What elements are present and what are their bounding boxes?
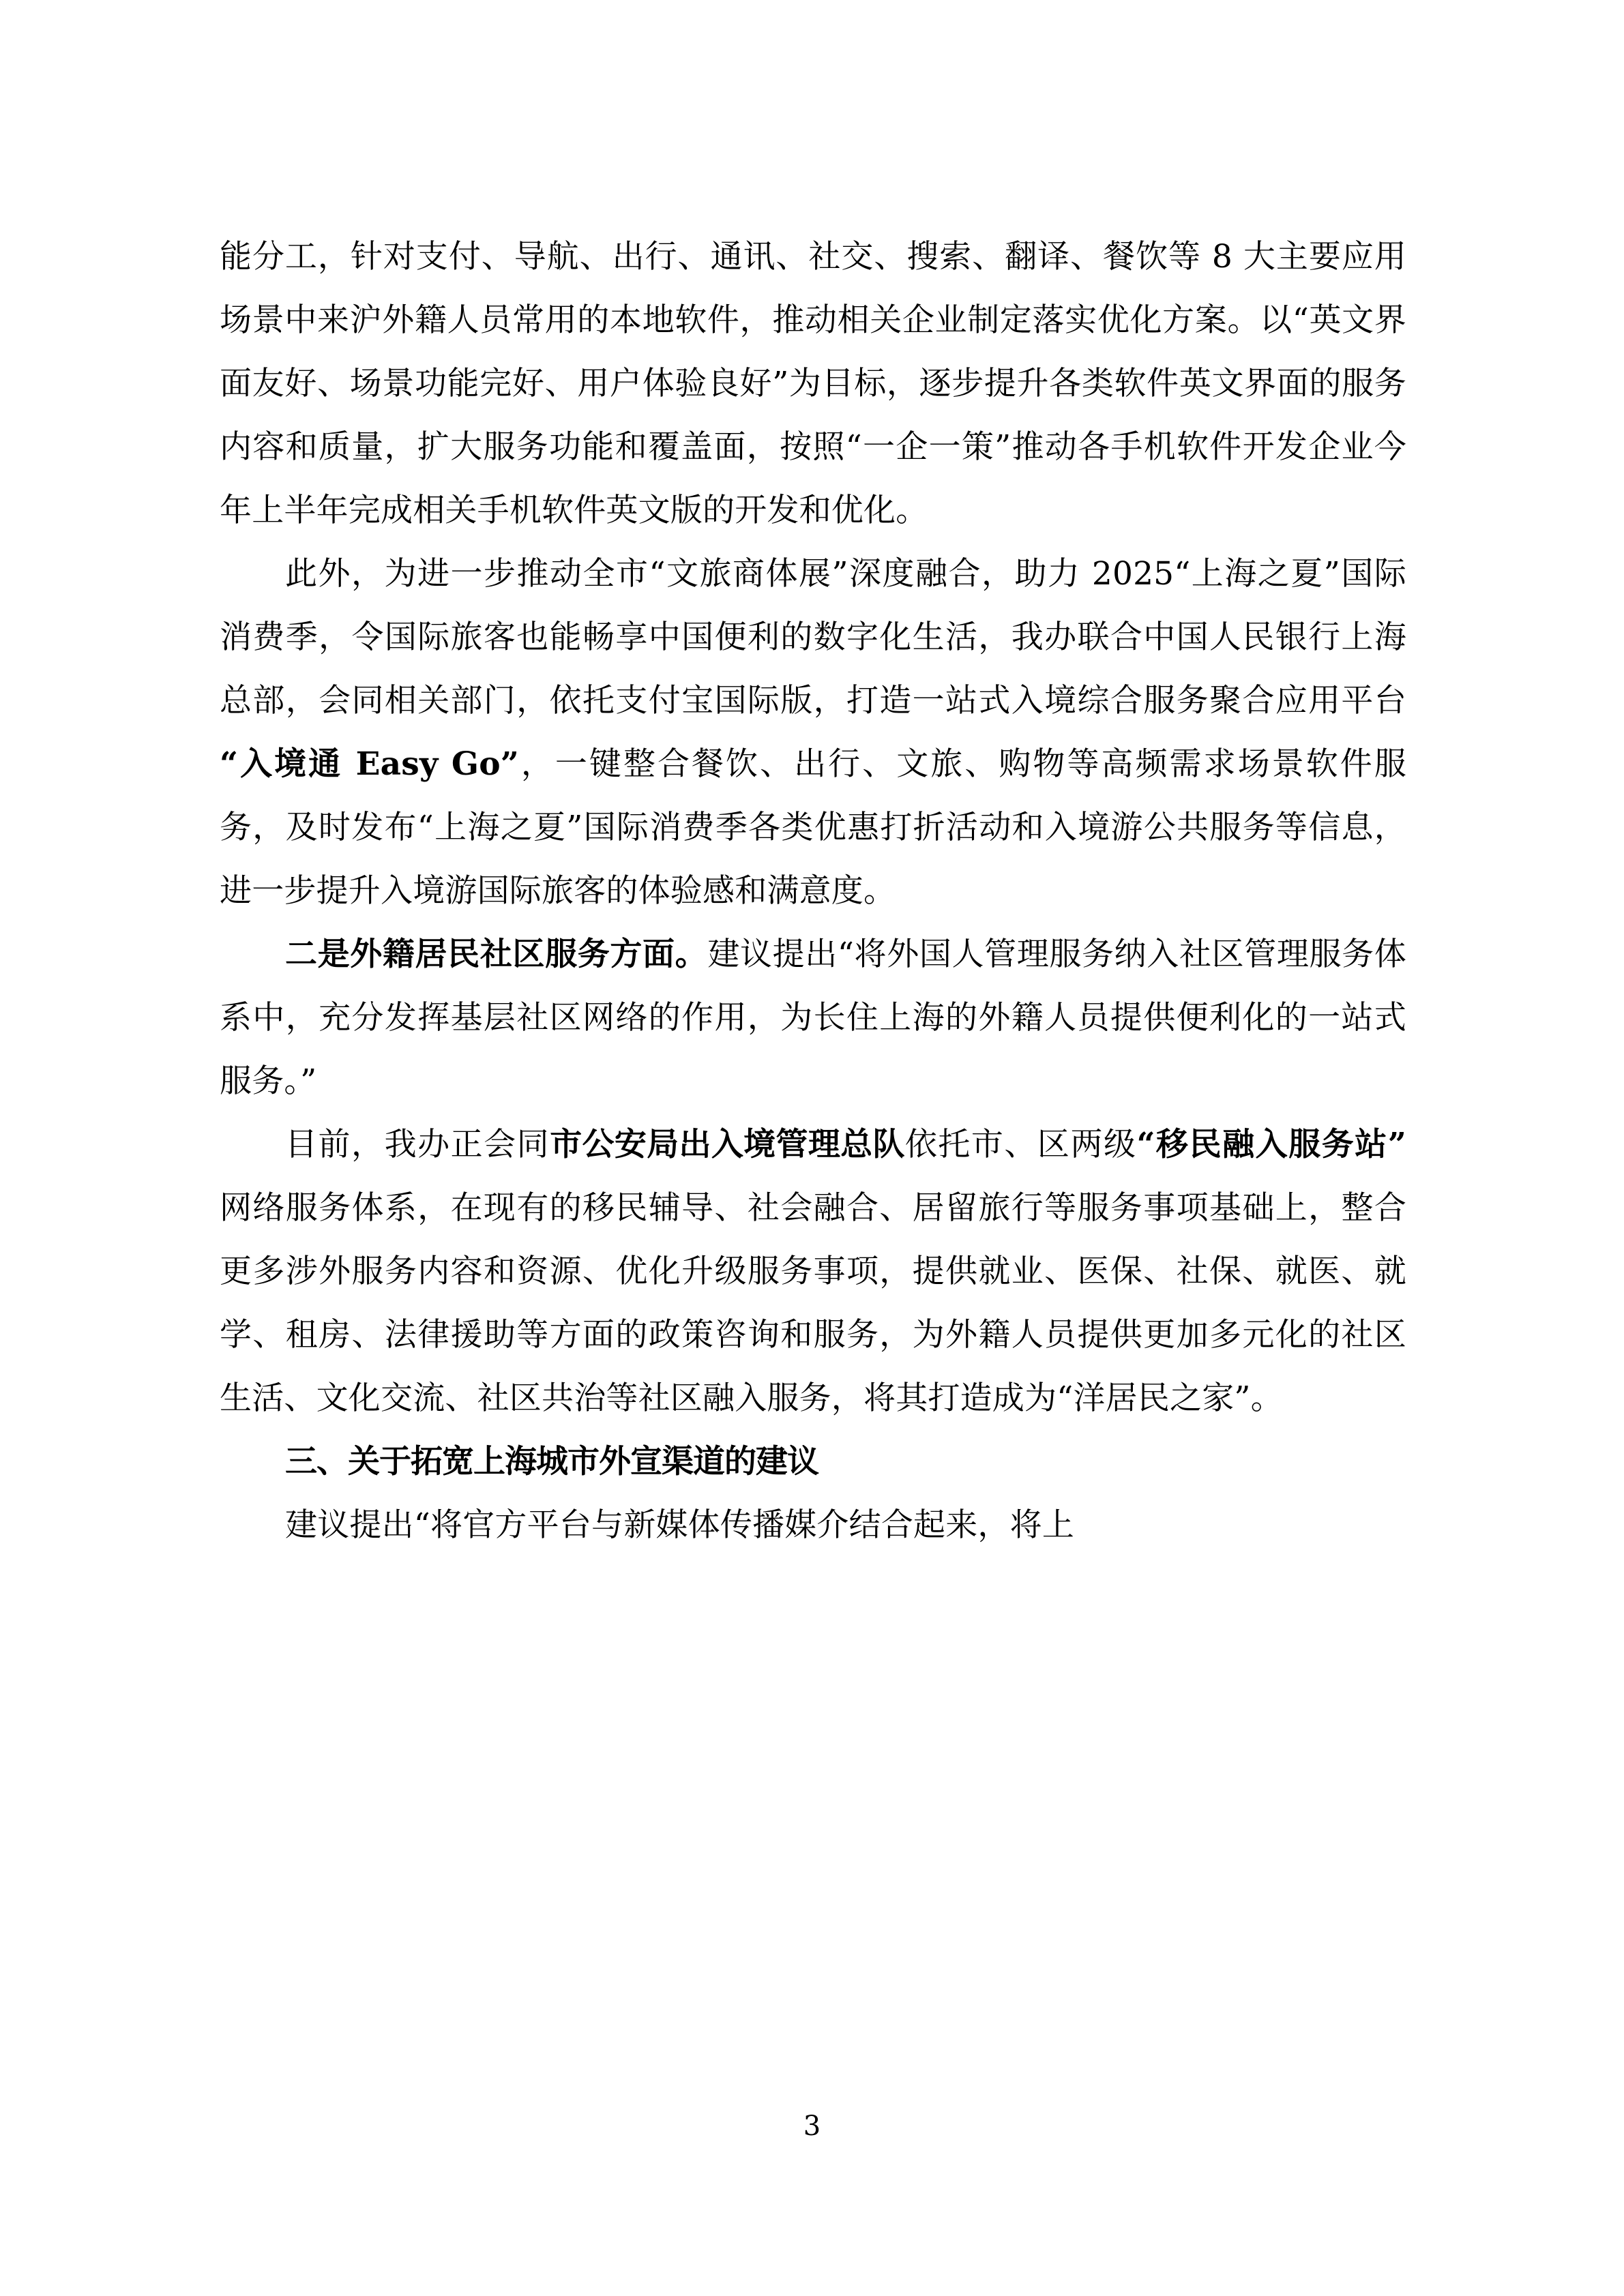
section-heading-three bbox=[220, 1430, 1406, 1493]
paragraph-current-progress bbox=[220, 1113, 1406, 1430]
text-run: 网络服务体系，在现有的移民辅导、社会融合、居留旅行等服务事项基础上，整合更多涉外服务内容和资源、优化升级服务事项，提供就业、医保、社保、就医、就学、租房、法律援助等方面的政策咨询和服务，为外籍人员提供更加多元化的社区生活、文化交流、社区共治等社区融入服务，将其打造成为“洋居民之家”。 bbox=[220, 1189, 1406, 1417]
text-run-bold-platform-name-cn: “入境通 bbox=[220, 745, 343, 783]
text-run-bold-platform-name-en: Easy Go” bbox=[342, 745, 519, 783]
text-run-bold-topic-lead: 二是外籍居民社区服务方面。 bbox=[285, 936, 708, 973]
page-number bbox=[0, 2109, 1624, 2143]
paragraph-inbound-service-platform bbox=[220, 542, 1406, 923]
paragraph-suggestion-intro bbox=[220, 1493, 1406, 1557]
text-run: 依托市、区两级 bbox=[904, 1126, 1137, 1163]
text-run: 建议提出“将外国人管理服务纳入社区管理服务体系中，充分发挥基层社区网络的作用，为长住上海的外籍人员提供便利化的一站式服务。” bbox=[220, 936, 1406, 1100]
text-run: 建议提出“将官方平台与新媒体传播媒介结合起来，将上 bbox=[285, 1506, 1075, 1544]
text-run: ，一键整合餐饮、出行、文旅、购物等高频需求场景软件服务，及时发布“上海之夏”国际消费季各类优惠打折活动和入境游公共服务等信息，进一步提升入境游国际旅客的体验感和满意度。 bbox=[220, 745, 1406, 910]
section-heading-text: 三、关于拓宽上海城市外宣渠道的建议 bbox=[285, 1443, 818, 1480]
text-run-bold-agency-name: 市公安局出入境管理总队 bbox=[550, 1126, 905, 1163]
page-number-value: 3 bbox=[803, 2111, 821, 2142]
page-body-text bbox=[220, 225, 1406, 1557]
paragraph-continuation bbox=[220, 225, 1406, 542]
text-run: 目前，我办正会同 bbox=[285, 1126, 550, 1163]
text-run-bold-service-station-name: “移民融入服务站” bbox=[1136, 1126, 1406, 1163]
text-run: 能分工，针对支付、导航、出行、通讯、社交、搜索、翻译、餐饮等 8 大主要应用场景中来沪外籍人员常用的本地软件，推动相关企业制定落实优化方案。以“英文界面友好、场景功能完好、用户体验良好”为目标，逐步提升各类软件英文界面的服务内容和质量，扩大服务功能和覆盖面，按照“一企一策”推动各手机软件开发企业今年上半年完成相关手机软件英文版的开发和优化。 bbox=[220, 238, 1406, 529]
text-run: 此外，为进一步推动全市“文旅商体展”深度融合，助力 2025“上海之夏”国际消费季，令国际旅客也能畅享中国便利的数字化生活，我办联合中国人民银行上海总部，会同相关部门，依托支付宝国际版，打造一站式入境综合服务聚合应用平台 bbox=[220, 555, 1406, 719]
paragraph-foreign-resident-community-service bbox=[220, 923, 1406, 1113]
